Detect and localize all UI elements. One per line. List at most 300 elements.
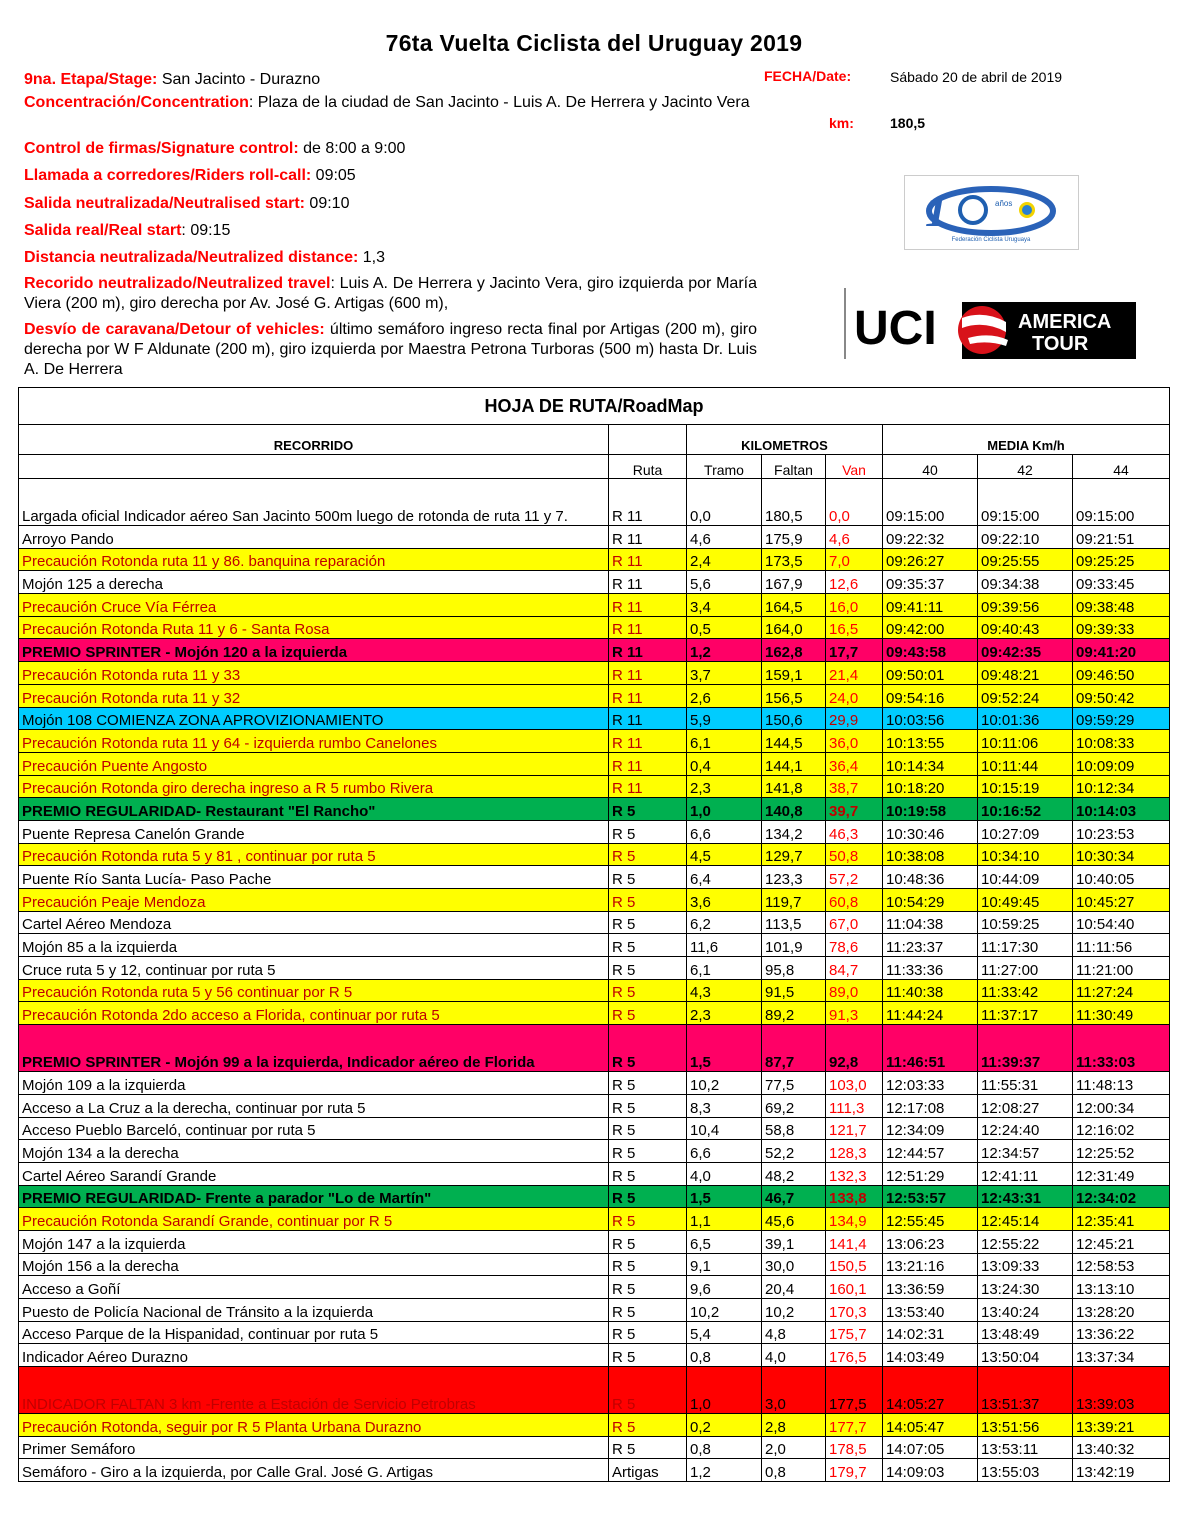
cell-r: R 11 — [609, 707, 687, 730]
cell-f: 52,2 — [762, 1140, 826, 1163]
cell-b: 12:43:31 — [978, 1185, 1073, 1208]
cell-c: 09:46:50 — [1073, 662, 1170, 685]
cell-a: 12:55:45 — [883, 1208, 978, 1231]
table-row — [19, 1344, 1170, 1367]
cell-d: Mojón 125 a derecha — [19, 571, 609, 594]
info-line — [24, 139, 757, 159]
cell-r: R 11 — [609, 730, 687, 753]
cell-a: 10:54:29 — [883, 889, 978, 912]
cell-r: R 5 — [609, 1140, 687, 1163]
cell-v: 29,9 — [826, 707, 883, 730]
cell-v: 4,6 — [826, 526, 883, 549]
cell-r: R 5 — [609, 911, 687, 934]
cell-v: 132,3 — [826, 1162, 883, 1185]
cell-v: 89,0 — [826, 979, 883, 1002]
table-row — [19, 1185, 1170, 1208]
cell-t: 5,4 — [687, 1321, 762, 1344]
info-value: 09:05 — [311, 167, 356, 184]
cell-d: Precaución Rotonda ruta 11 y 32 — [19, 684, 609, 707]
cell-r: Artigas — [609, 1459, 687, 1482]
cell-v: 121,7 — [826, 1117, 883, 1140]
cell-t: 10,2 — [687, 1299, 762, 1322]
cell-v: 12,6 — [826, 571, 883, 594]
date-value: Sábado 20 de abril de 2019 — [890, 69, 1063, 85]
cell-d: Precaución Peaje Mendoza — [19, 889, 609, 912]
cell-v: 170,3 — [826, 1299, 883, 1322]
cell-t: 6,1 — [687, 957, 762, 980]
info-line — [24, 93, 757, 113]
cell-f: 101,9 — [762, 934, 826, 957]
cell-a: 12:03:33 — [883, 1072, 978, 1095]
cell-f: 140,8 — [762, 798, 826, 821]
cell-v: 176,5 — [826, 1344, 883, 1367]
cell-r: R 5 — [609, 1344, 687, 1367]
cell-v: 60,8 — [826, 889, 883, 912]
table-row — [19, 730, 1170, 753]
info-label: Concentración/Concentration — [24, 94, 249, 111]
cell-b: 13:51:37 — [978, 1367, 1073, 1414]
cell-b: 10:11:44 — [978, 752, 1073, 775]
cell-r: R 11 — [609, 548, 687, 571]
table-row — [19, 798, 1170, 821]
cell-r: R 5 — [609, 866, 687, 889]
cell-a: 11:44:24 — [883, 1002, 978, 1025]
cell-f: 134,2 — [762, 820, 826, 843]
cell-d: Acceso a Goñí — [19, 1276, 609, 1299]
cell-v: 133,8 — [826, 1185, 883, 1208]
header-kilometros: KILOMETROS — [687, 425, 883, 455]
km-value: 180,5 — [890, 115, 926, 131]
cell-c: 09:21:51 — [1073, 526, 1170, 549]
cell-a: 13:06:23 — [883, 1230, 978, 1253]
info-label: Distancia neutralizada/Neutralized distance: — [24, 249, 359, 266]
cell-f: 119,7 — [762, 889, 826, 912]
cell-a: 12:51:29 — [883, 1162, 978, 1185]
info-label: Salida neutralizada/Neutralised start: — [24, 195, 305, 212]
table-row — [19, 1025, 1170, 1072]
cell-t: 1,5 — [687, 1025, 762, 1072]
cell-r: R 5 — [609, 979, 687, 1002]
cell-c: 09:15:00 — [1073, 479, 1170, 526]
cell-v: 160,1 — [826, 1276, 883, 1299]
cell-c: 09:25:25 — [1073, 548, 1170, 571]
table-row — [19, 1299, 1170, 1322]
cell-r: R 5 — [609, 1072, 687, 1095]
cell-c: 09:41:20 — [1073, 639, 1170, 662]
cell-v: 67,0 — [826, 911, 883, 934]
cell-b: 13:09:33 — [978, 1253, 1073, 1276]
table-row — [19, 616, 1170, 639]
cell-t: 10,4 — [687, 1117, 762, 1140]
cell-d: Acceso a La Cruz a la derecha, continuar por ruta 5 — [19, 1094, 609, 1117]
cell-r: R 11 — [609, 775, 687, 798]
table-row — [19, 479, 1170, 526]
cell-d: Mojón 147 a la izquierda — [19, 1230, 609, 1253]
cell-f: 175,9 — [762, 526, 826, 549]
cell-a: 11:40:38 — [883, 979, 978, 1002]
cell-d: Precaución Rotonda ruta 11 y 86. banquina reparación — [19, 548, 609, 571]
cell-v: 36,0 — [826, 730, 883, 753]
cell-c: 13:13:10 — [1073, 1276, 1170, 1299]
cell-d: Puente Río Santa Lucía- Paso Pache — [19, 866, 609, 889]
cell-d: Mojón 109 a la izquierda — [19, 1072, 609, 1095]
cell-v: 39,7 — [826, 798, 883, 821]
cell-d: Precaución Rotonda ruta 5 y 56 continuar por R 5 — [19, 979, 609, 1002]
cell-c: 10:40:05 — [1073, 866, 1170, 889]
fcu-anos-text: años — [995, 199, 1013, 208]
cell-b: 09:48:21 — [978, 662, 1073, 685]
cell-c: 10:45:27 — [1073, 889, 1170, 912]
cell-r: R 11 — [609, 616, 687, 639]
cell-d: Arroyo Pando — [19, 526, 609, 549]
cell-b: 11:17:30 — [978, 934, 1073, 957]
cell-v: 46,3 — [826, 820, 883, 843]
cell-t: 9,6 — [687, 1276, 762, 1299]
cell-a: 14:07:05 — [883, 1436, 978, 1459]
info-line — [24, 221, 757, 241]
table-row — [19, 979, 1170, 1002]
cell-t: 6,5 — [687, 1230, 762, 1253]
cell-f: 87,7 — [762, 1025, 826, 1072]
table-row — [19, 1072, 1170, 1095]
cell-a: 14:03:49 — [883, 1344, 978, 1367]
cell-c: 10:30:34 — [1073, 843, 1170, 866]
cell-d: Precaución Rotonda Sarandí Grande, continuar por R 5 — [19, 1208, 609, 1231]
cell-a: 14:05:47 — [883, 1414, 978, 1437]
date-label: FECHA/Date: — [764, 68, 852, 84]
cell-c: 12:58:53 — [1073, 1253, 1170, 1276]
table-row — [19, 1140, 1170, 1163]
cell-a: 09:43:58 — [883, 639, 978, 662]
cell-b: 10:49:45 — [978, 889, 1073, 912]
km-label: km: — [829, 115, 854, 131]
cell-t: 3,6 — [687, 889, 762, 912]
cell-v: 92,8 — [826, 1025, 883, 1072]
roadmap-table — [18, 387, 1170, 1482]
cell-f: 164,0 — [762, 616, 826, 639]
table-row — [19, 1459, 1170, 1482]
cell-c: 09:50:42 — [1073, 684, 1170, 707]
svg-text:1: 1 — [925, 185, 948, 236]
cell-d: Precaución Rotonda ruta 5 y 81 , continuar por ruta 5 — [19, 843, 609, 866]
info-line — [24, 166, 757, 186]
info-line — [24, 274, 757, 314]
cell-v: 7,0 — [826, 548, 883, 571]
cell-c: 10:12:34 — [1073, 775, 1170, 798]
table-row — [19, 957, 1170, 980]
cell-v: 177,7 — [826, 1414, 883, 1437]
cell-b: 09:40:43 — [978, 616, 1073, 639]
cell-f: 48,2 — [762, 1162, 826, 1185]
cell-r: R 5 — [609, 957, 687, 980]
cell-r: R 5 — [609, 843, 687, 866]
cell-c: 10:08:33 — [1073, 730, 1170, 753]
header-media: MEDIA Km/h — [883, 425, 1170, 455]
cell-r: R 5 — [609, 1002, 687, 1025]
cell-f: 144,5 — [762, 730, 826, 753]
cell-c: 11:48:13 — [1073, 1072, 1170, 1095]
cell-v: 16,5 — [826, 616, 883, 639]
cell-c: 12:34:02 — [1073, 1185, 1170, 1208]
cell-f: 58,8 — [762, 1117, 826, 1140]
cell-a: 09:41:11 — [883, 594, 978, 617]
cell-d: PREMIO SPRINTER - Mojón 99 a la izquierda, Indicador aéreo de Florida — [19, 1025, 609, 1072]
cell-d: Primer Semáforo — [19, 1436, 609, 1459]
cell-f: 150,6 — [762, 707, 826, 730]
cell-r: R 5 — [609, 1299, 687, 1322]
cell-f: 123,3 — [762, 866, 826, 889]
cell-t: 0,5 — [687, 616, 762, 639]
roadmap-title: HOJA DE RUTA/RoadMap — [19, 388, 1170, 425]
cell-a: 10:18:20 — [883, 775, 978, 798]
cell-c: 13:28:20 — [1073, 1299, 1170, 1322]
cell-f: 91,5 — [762, 979, 826, 1002]
cell-c: 13:36:22 — [1073, 1321, 1170, 1344]
info-line — [24, 248, 757, 268]
cell-r: R 11 — [609, 479, 687, 526]
cell-t: 1,0 — [687, 798, 762, 821]
cell-a: 12:44:57 — [883, 1140, 978, 1163]
cell-t: 8,3 — [687, 1094, 762, 1117]
info-label: Llamada a corredores/Riders roll-call: — [24, 167, 312, 184]
table-row — [19, 684, 1170, 707]
cell-f: 89,2 — [762, 1002, 826, 1025]
uci-text: UCI — [854, 302, 937, 355]
cell-t: 6,6 — [687, 1140, 762, 1163]
cell-b: 13:48:49 — [978, 1321, 1073, 1344]
cell-d: Precaución Rotonda giro derecha ingreso a R 5 rumbo Rivera — [19, 775, 609, 798]
cell-f: 167,9 — [762, 571, 826, 594]
cell-f: 30,0 — [762, 1253, 826, 1276]
cell-b: 10:15:19 — [978, 775, 1073, 798]
cell-t: 4,0 — [687, 1162, 762, 1185]
info-value: 09:10 — [304, 195, 350, 212]
table-row — [19, 1436, 1170, 1459]
cell-b: 12:41:11 — [978, 1162, 1073, 1185]
cell-f: 69,2 — [762, 1094, 826, 1117]
cell-b: 13:50:04 — [978, 1344, 1073, 1367]
cell-r: R 5 — [609, 1025, 687, 1072]
cell-b: 10:59:25 — [978, 911, 1073, 934]
cell-a: 10:19:58 — [883, 798, 978, 821]
cell-v: 78,6 — [826, 934, 883, 957]
cell-c: 13:40:32 — [1073, 1436, 1170, 1459]
cell-t: 6,1 — [687, 730, 762, 753]
table-row — [19, 571, 1170, 594]
info-label: 9na. Etapa/Stage: — [24, 71, 158, 88]
cell-c: 13:42:19 — [1073, 1459, 1170, 1482]
cell-t: 0,2 — [687, 1414, 762, 1437]
cell-b: 12:45:14 — [978, 1208, 1073, 1231]
cell-b: 09:15:00 — [978, 479, 1073, 526]
cell-f: 2,8 — [762, 1414, 826, 1437]
cell-b: 10:01:36 — [978, 707, 1073, 730]
table-row — [19, 639, 1170, 662]
col-44: 44 — [1073, 455, 1170, 479]
cell-c: 09:38:48 — [1073, 594, 1170, 617]
cell-t: 2,6 — [687, 684, 762, 707]
cell-d: PREMIO REGULARIDAD- Frente a parador "Lo de Martín" — [19, 1185, 609, 1208]
cell-r: R 5 — [609, 1276, 687, 1299]
cell-d: PREMIO SPRINTER - Mojón 120 a la izquierda — [19, 639, 609, 662]
cell-b: 13:40:24 — [978, 1299, 1073, 1322]
cell-a: 10:03:56 — [883, 707, 978, 730]
cell-v: 128,3 — [826, 1140, 883, 1163]
cell-b: 13:51:56 — [978, 1414, 1073, 1437]
cell-c: 09:39:33 — [1073, 616, 1170, 639]
cell-b: 10:16:52 — [978, 798, 1073, 821]
cell-c: 10:23:53 — [1073, 820, 1170, 843]
cell-a: 09:35:37 — [883, 571, 978, 594]
table-row — [19, 1162, 1170, 1185]
cell-r: R 5 — [609, 1094, 687, 1117]
cell-v: 179,7 — [826, 1459, 883, 1482]
cell-b: 09:34:38 — [978, 571, 1073, 594]
cell-v: 141,4 — [826, 1230, 883, 1253]
cell-t: 0,8 — [687, 1436, 762, 1459]
cell-d: Cruce ruta 5 y 12, continuar por ruta 5 — [19, 957, 609, 980]
cell-t: 1,1 — [687, 1208, 762, 1231]
col-faltan: Faltan — [762, 455, 826, 479]
cell-r: R 5 — [609, 1321, 687, 1344]
cell-t: 5,9 — [687, 707, 762, 730]
cell-a: 09:15:00 — [883, 479, 978, 526]
table-row — [19, 1094, 1170, 1117]
cell-t: 1,0 — [687, 1367, 762, 1414]
cell-t: 0,0 — [687, 479, 762, 526]
cell-a: 09:50:01 — [883, 662, 978, 685]
table-row — [19, 934, 1170, 957]
table-row — [19, 1276, 1170, 1299]
table-row — [19, 1253, 1170, 1276]
cell-r: R 11 — [609, 752, 687, 775]
cell-t: 6,6 — [687, 820, 762, 843]
cell-r: R 5 — [609, 798, 687, 821]
table-row — [19, 866, 1170, 889]
cell-a: 12:34:09 — [883, 1117, 978, 1140]
cell-t: 0,4 — [687, 752, 762, 775]
fcu-small-text: Federación Ciclista Uruguaya — [951, 237, 1031, 243]
cell-d: Indicador Aéreo Durazno — [19, 1344, 609, 1367]
cell-v: 36,4 — [826, 752, 883, 775]
cell-a: 09:26:27 — [883, 548, 978, 571]
cell-a: 10:38:08 — [883, 843, 978, 866]
cell-a: 09:54:16 — [883, 684, 978, 707]
info-value: último semáforo ingreso recta final por Artigas (200 m), giro derecha por W F Aldunate (200 m), giro izquierda por Maestra Petrona Turboras (500 m) hasta Dr. Luis A. De Herrera — [24, 321, 757, 378]
table-row — [19, 1367, 1170, 1414]
table-row — [19, 1230, 1170, 1253]
cell-f: 129,7 — [762, 843, 826, 866]
cell-d: Precaución Rotonda ruta 11 y 64 - izquierda rumbo Canelones — [19, 730, 609, 753]
info-label: Recorido neutralizado/Neutralized travel — [24, 275, 331, 292]
cell-d: PREMIO REGULARIDAD- Restaurant "El Rancho" — [19, 798, 609, 821]
table-row — [19, 526, 1170, 549]
info-value: : Luis A. De Herrera y Jacinto Vera, giro izquierda por María Viera (200 m), giro derecha por Av. José G. Artigas (600 m), — [24, 275, 757, 312]
header-recorrido: RECORRIDO — [19, 425, 609, 455]
cell-t: 1,5 — [687, 1185, 762, 1208]
info-value: : Plaza de la ciudad de San Jacinto - Luis A. De Herrera y Jacinto Vera — [248, 94, 750, 111]
table-row — [19, 1117, 1170, 1140]
cell-v: 91,3 — [826, 1002, 883, 1025]
cell-f: 164,5 — [762, 594, 826, 617]
cell-a: 11:23:37 — [883, 934, 978, 957]
cell-d: Semáforo - Giro a la izquierda, por Calle Gral. José G. Artigas — [19, 1459, 609, 1482]
fcu-100-logo — [904, 175, 1079, 250]
cell-b: 13:55:03 — [978, 1459, 1073, 1482]
cell-b: 11:27:00 — [978, 957, 1073, 980]
cell-v: 24,0 — [826, 684, 883, 707]
col-42: 42 — [978, 455, 1073, 479]
cell-f: 180,5 — [762, 479, 826, 526]
cell-r: R 5 — [609, 1117, 687, 1140]
cell-d: Mojón 108 COMIENZA ZONA APROVIZIONAMIENTO — [19, 707, 609, 730]
cell-b: 09:22:10 — [978, 526, 1073, 549]
cell-t: 6,2 — [687, 911, 762, 934]
cell-v: 103,0 — [826, 1072, 883, 1095]
cell-v: 38,7 — [826, 775, 883, 798]
cell-d: Precaución Rotonda Ruta 11 y 6 - Santa Rosa — [19, 616, 609, 639]
cell-d: Precaución Cruce Vía Férrea — [19, 594, 609, 617]
cell-b: 12:55:22 — [978, 1230, 1073, 1253]
table-row — [19, 707, 1170, 730]
table-row — [19, 752, 1170, 775]
cell-a: 10:30:46 — [883, 820, 978, 843]
cell-d: Puente Represa Canelón Grande — [19, 820, 609, 843]
cell-a: 10:48:36 — [883, 866, 978, 889]
cell-t: 4,6 — [687, 526, 762, 549]
cell-t: 2,4 — [687, 548, 762, 571]
cell-f: 156,5 — [762, 684, 826, 707]
cell-f: 95,8 — [762, 957, 826, 980]
table-row — [19, 1208, 1170, 1231]
info-label: Control de firmas/Signature control: — [24, 140, 299, 157]
cell-r: R 11 — [609, 571, 687, 594]
cell-t: 3,7 — [687, 662, 762, 685]
cell-a: 12:53:57 — [883, 1185, 978, 1208]
col-tramo: Tramo — [687, 455, 762, 479]
cell-d: Precaución Rotonda, seguir por R 5 Planta Urbana Durazno — [19, 1414, 609, 1437]
cell-v: 111,3 — [826, 1094, 883, 1117]
cell-v: 178,5 — [826, 1436, 883, 1459]
cell-v: 150,5 — [826, 1253, 883, 1276]
cell-r: R 5 — [609, 1414, 687, 1437]
cell-t: 5,6 — [687, 571, 762, 594]
cell-c: 09:33:45 — [1073, 571, 1170, 594]
cell-a: 09:42:00 — [883, 616, 978, 639]
col-40: 40 — [883, 455, 978, 479]
cell-f: 45,6 — [762, 1208, 826, 1231]
cell-v: 134,9 — [826, 1208, 883, 1231]
cell-r: R 5 — [609, 1436, 687, 1459]
cell-b: 12:08:27 — [978, 1094, 1073, 1117]
cell-d: Mojón 156 a la derecha — [19, 1253, 609, 1276]
cell-d: INDICADOR FALTAN 3 km -Frente a Estación de Servicio Petrobras — [19, 1367, 609, 1414]
cell-r: R 5 — [609, 889, 687, 912]
cell-c: 13:39:21 — [1073, 1414, 1170, 1437]
cell-r: R 5 — [609, 1367, 687, 1414]
cell-d: Acceso Parque de la Hispanidad, continuar por ruta 5 — [19, 1321, 609, 1344]
cell-t: 4,3 — [687, 979, 762, 1002]
cell-b: 11:55:31 — [978, 1072, 1073, 1095]
cell-r: R 5 — [609, 934, 687, 957]
cell-b: 10:34:10 — [978, 843, 1073, 866]
cell-b: 10:11:06 — [978, 730, 1073, 753]
uci-america-tour-logo — [844, 288, 1136, 359]
cell-t: 1,2 — [687, 639, 762, 662]
cell-f: 10,2 — [762, 1299, 826, 1322]
cell-t: 9,1 — [687, 1253, 762, 1276]
cell-c: 10:14:03 — [1073, 798, 1170, 821]
